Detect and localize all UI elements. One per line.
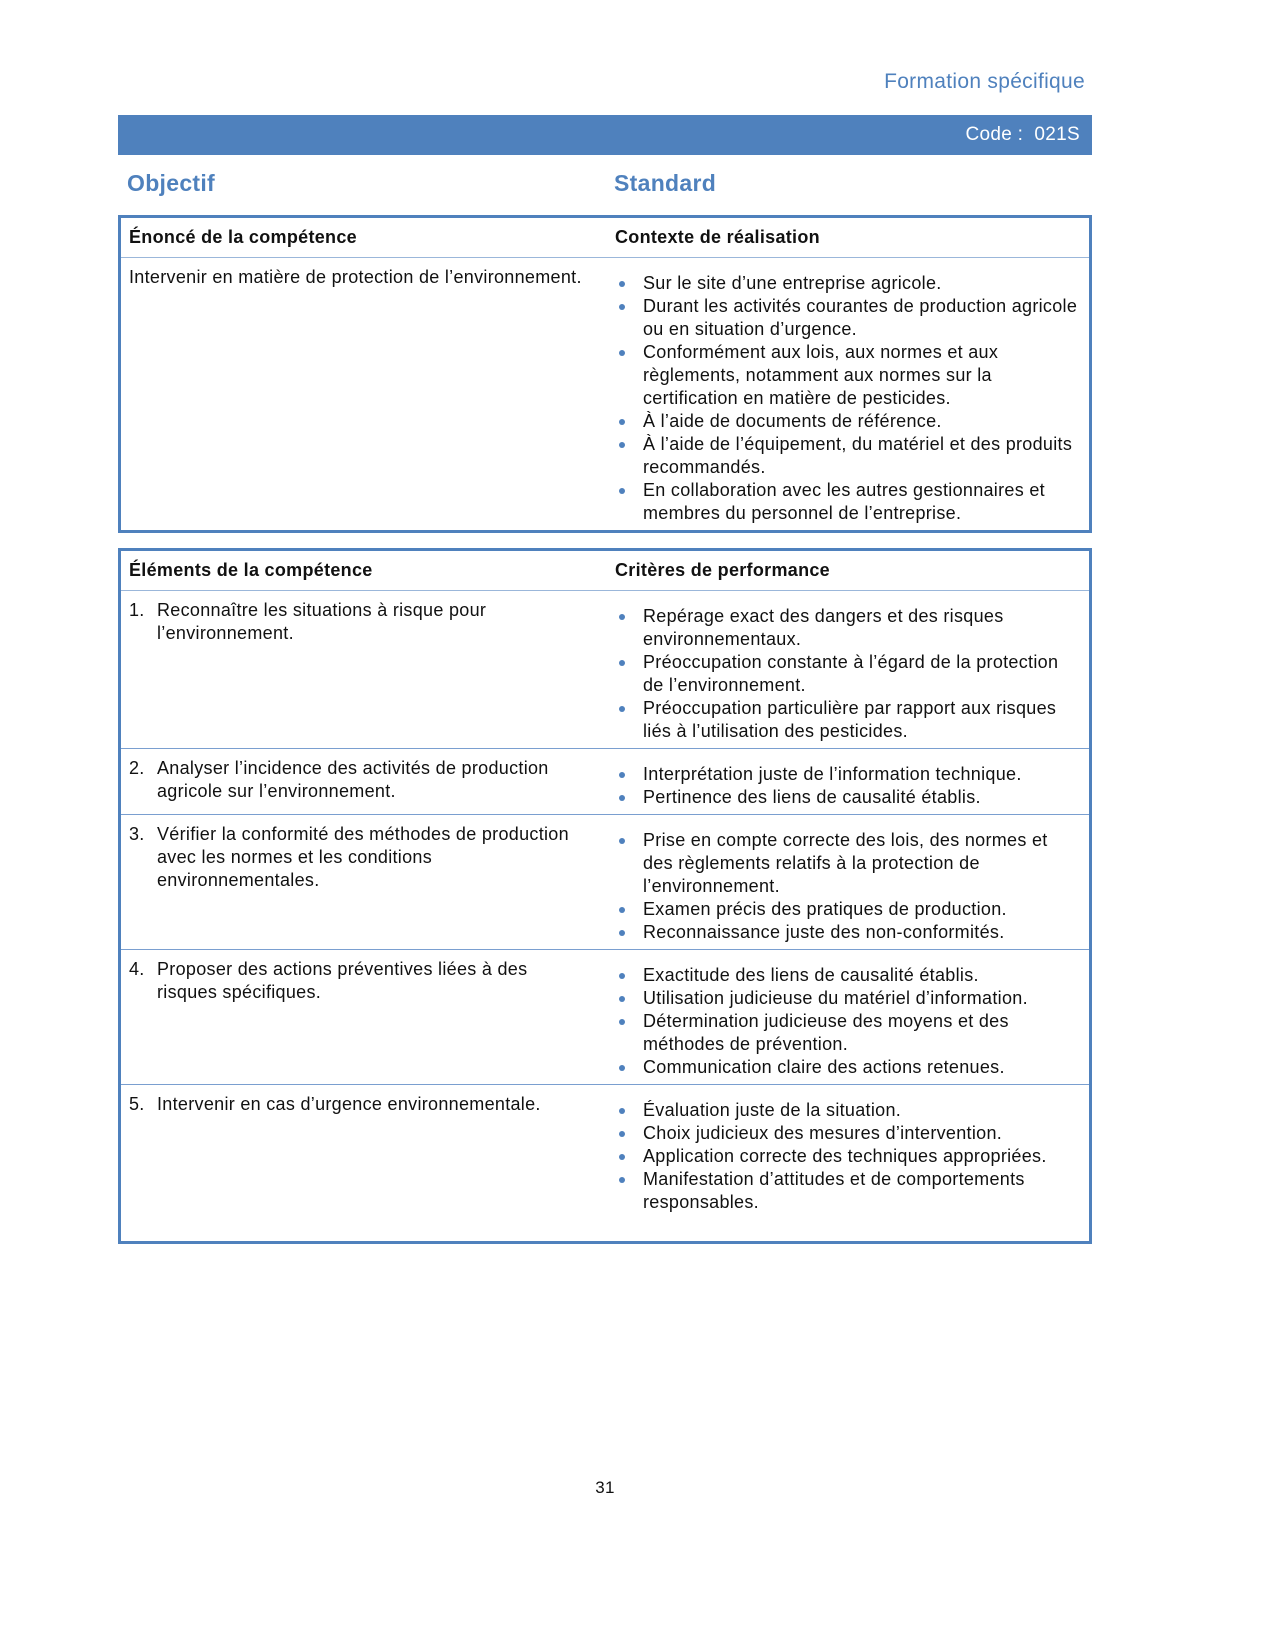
element-number: 2. — [129, 758, 145, 778]
criteria-list — [615, 964, 1081, 1079]
criterion: Préoccupation constante à l’égard de la protection de l’environnement. — [643, 651, 1081, 697]
criterion: Interprétation juste de l’information technique. — [643, 763, 1081, 786]
element-row — [120, 749, 1091, 815]
objective-heading: Objectif — [127, 170, 216, 196]
criterion: Examen précis des pratiques de production. — [643, 898, 1081, 921]
code-value: 021S — [1034, 124, 1080, 145]
code — [965, 124, 1080, 146]
criterion: Préoccupation particulière par rapport aux risques liés à l’utilisation des pesticides. — [643, 697, 1081, 743]
criterion: Utilisation judicieuse du matériel d’information. — [643, 987, 1081, 1010]
element-text: Proposer des actions préventives liées à des risques spécifiques. — [157, 959, 528, 1002]
element-number: 1. — [129, 600, 145, 620]
element-row — [120, 815, 1091, 950]
criterion: Application correcte des techniques appropriées. — [643, 1145, 1081, 1168]
elements-table — [118, 548, 1092, 1244]
criterion: Choix judicieux des mesures d’intervention. — [643, 1122, 1081, 1145]
context-item: À l’aide de l’équipement, du matériel et des produits recommandés. — [643, 433, 1081, 479]
element-cell — [120, 749, 608, 815]
context-item: À l’aide de documents de référence. — [643, 410, 1081, 433]
criterion: Reconnaissance juste des non-conformités. — [643, 921, 1081, 944]
code-band — [118, 115, 1092, 155]
element-row — [120, 950, 1091, 1085]
element-row — [120, 591, 1091, 749]
criteria-list — [615, 829, 1081, 944]
running-title: Formation spécifique — [884, 70, 1085, 93]
criteria-header: Critères de performance — [607, 550, 1091, 591]
criteria-list — [615, 1099, 1081, 1214]
element-cell — [120, 591, 608, 749]
criterion: Pertinence des liens de causalité établis. — [643, 786, 1081, 809]
element-text: Reconnaître les situations à risque pour l’environnement. — [157, 600, 487, 643]
elements-header: Éléments de la compétence — [120, 550, 608, 591]
element-cell — [120, 1085, 608, 1243]
context-item: Durant les activités courantes de production agricole ou en situation d’urgence. — [643, 295, 1081, 341]
element-cell — [120, 815, 608, 950]
context-item: Conformément aux lois, aux normes et aux règlements, notamment aux normes sur la certification en matière de pesticides. — [643, 341, 1081, 410]
criterion: Repérage exact des dangers et des risques environnementaux. — [643, 605, 1081, 651]
element-text: Analyser l’incidence des activités de production agricole sur l’environnement. — [157, 758, 549, 801]
criterion: Manifestation d’attitudes et de comportements responsables. — [643, 1168, 1081, 1214]
element-text: Intervenir en cas d’urgence environnementale. — [157, 1094, 541, 1114]
element-cell — [120, 950, 608, 1085]
statement-header: Énoncé de la compétence — [120, 217, 608, 258]
element-number: 3. — [129, 824, 145, 844]
element-row — [120, 1085, 1091, 1243]
standard-heading: Standard — [614, 170, 717, 196]
context-header: Contexte de réalisation — [607, 217, 1091, 258]
statement: Intervenir en matière de protection de l’environnement. — [129, 267, 582, 287]
competence-table — [118, 215, 1092, 533]
page-number: 31 — [595, 1478, 615, 1497]
context-item: En collaboration avec les autres gestionnaires et membres du personnel de l’entreprise. — [643, 479, 1081, 525]
element-number: 5. — [129, 1094, 145, 1114]
criterion: Évaluation juste de la situation. — [643, 1099, 1081, 1122]
criterion: Détermination judicieuse des moyens et des méthodes de prévention. — [643, 1010, 1081, 1056]
criteria-list — [615, 605, 1081, 743]
criterion: Prise en compte correcte des lois, des normes et des règlements relatifs à la protection de l’environnement. — [643, 829, 1081, 898]
element-text: Vérifier la conformité des méthodes de production avec les normes et les conditions environnementales. — [157, 824, 569, 890]
context-list — [615, 272, 1081, 525]
criterion: Communication claire des actions retenues. — [643, 1056, 1081, 1079]
criteria-list — [615, 763, 1081, 809]
code-label: Code : — [965, 124, 1024, 145]
criterion: Exactitude des liens de causalité établis. — [643, 964, 1081, 987]
context-item: Sur le site d’une entreprise agricole. — [643, 272, 1081, 295]
element-number: 4. — [129, 959, 145, 979]
